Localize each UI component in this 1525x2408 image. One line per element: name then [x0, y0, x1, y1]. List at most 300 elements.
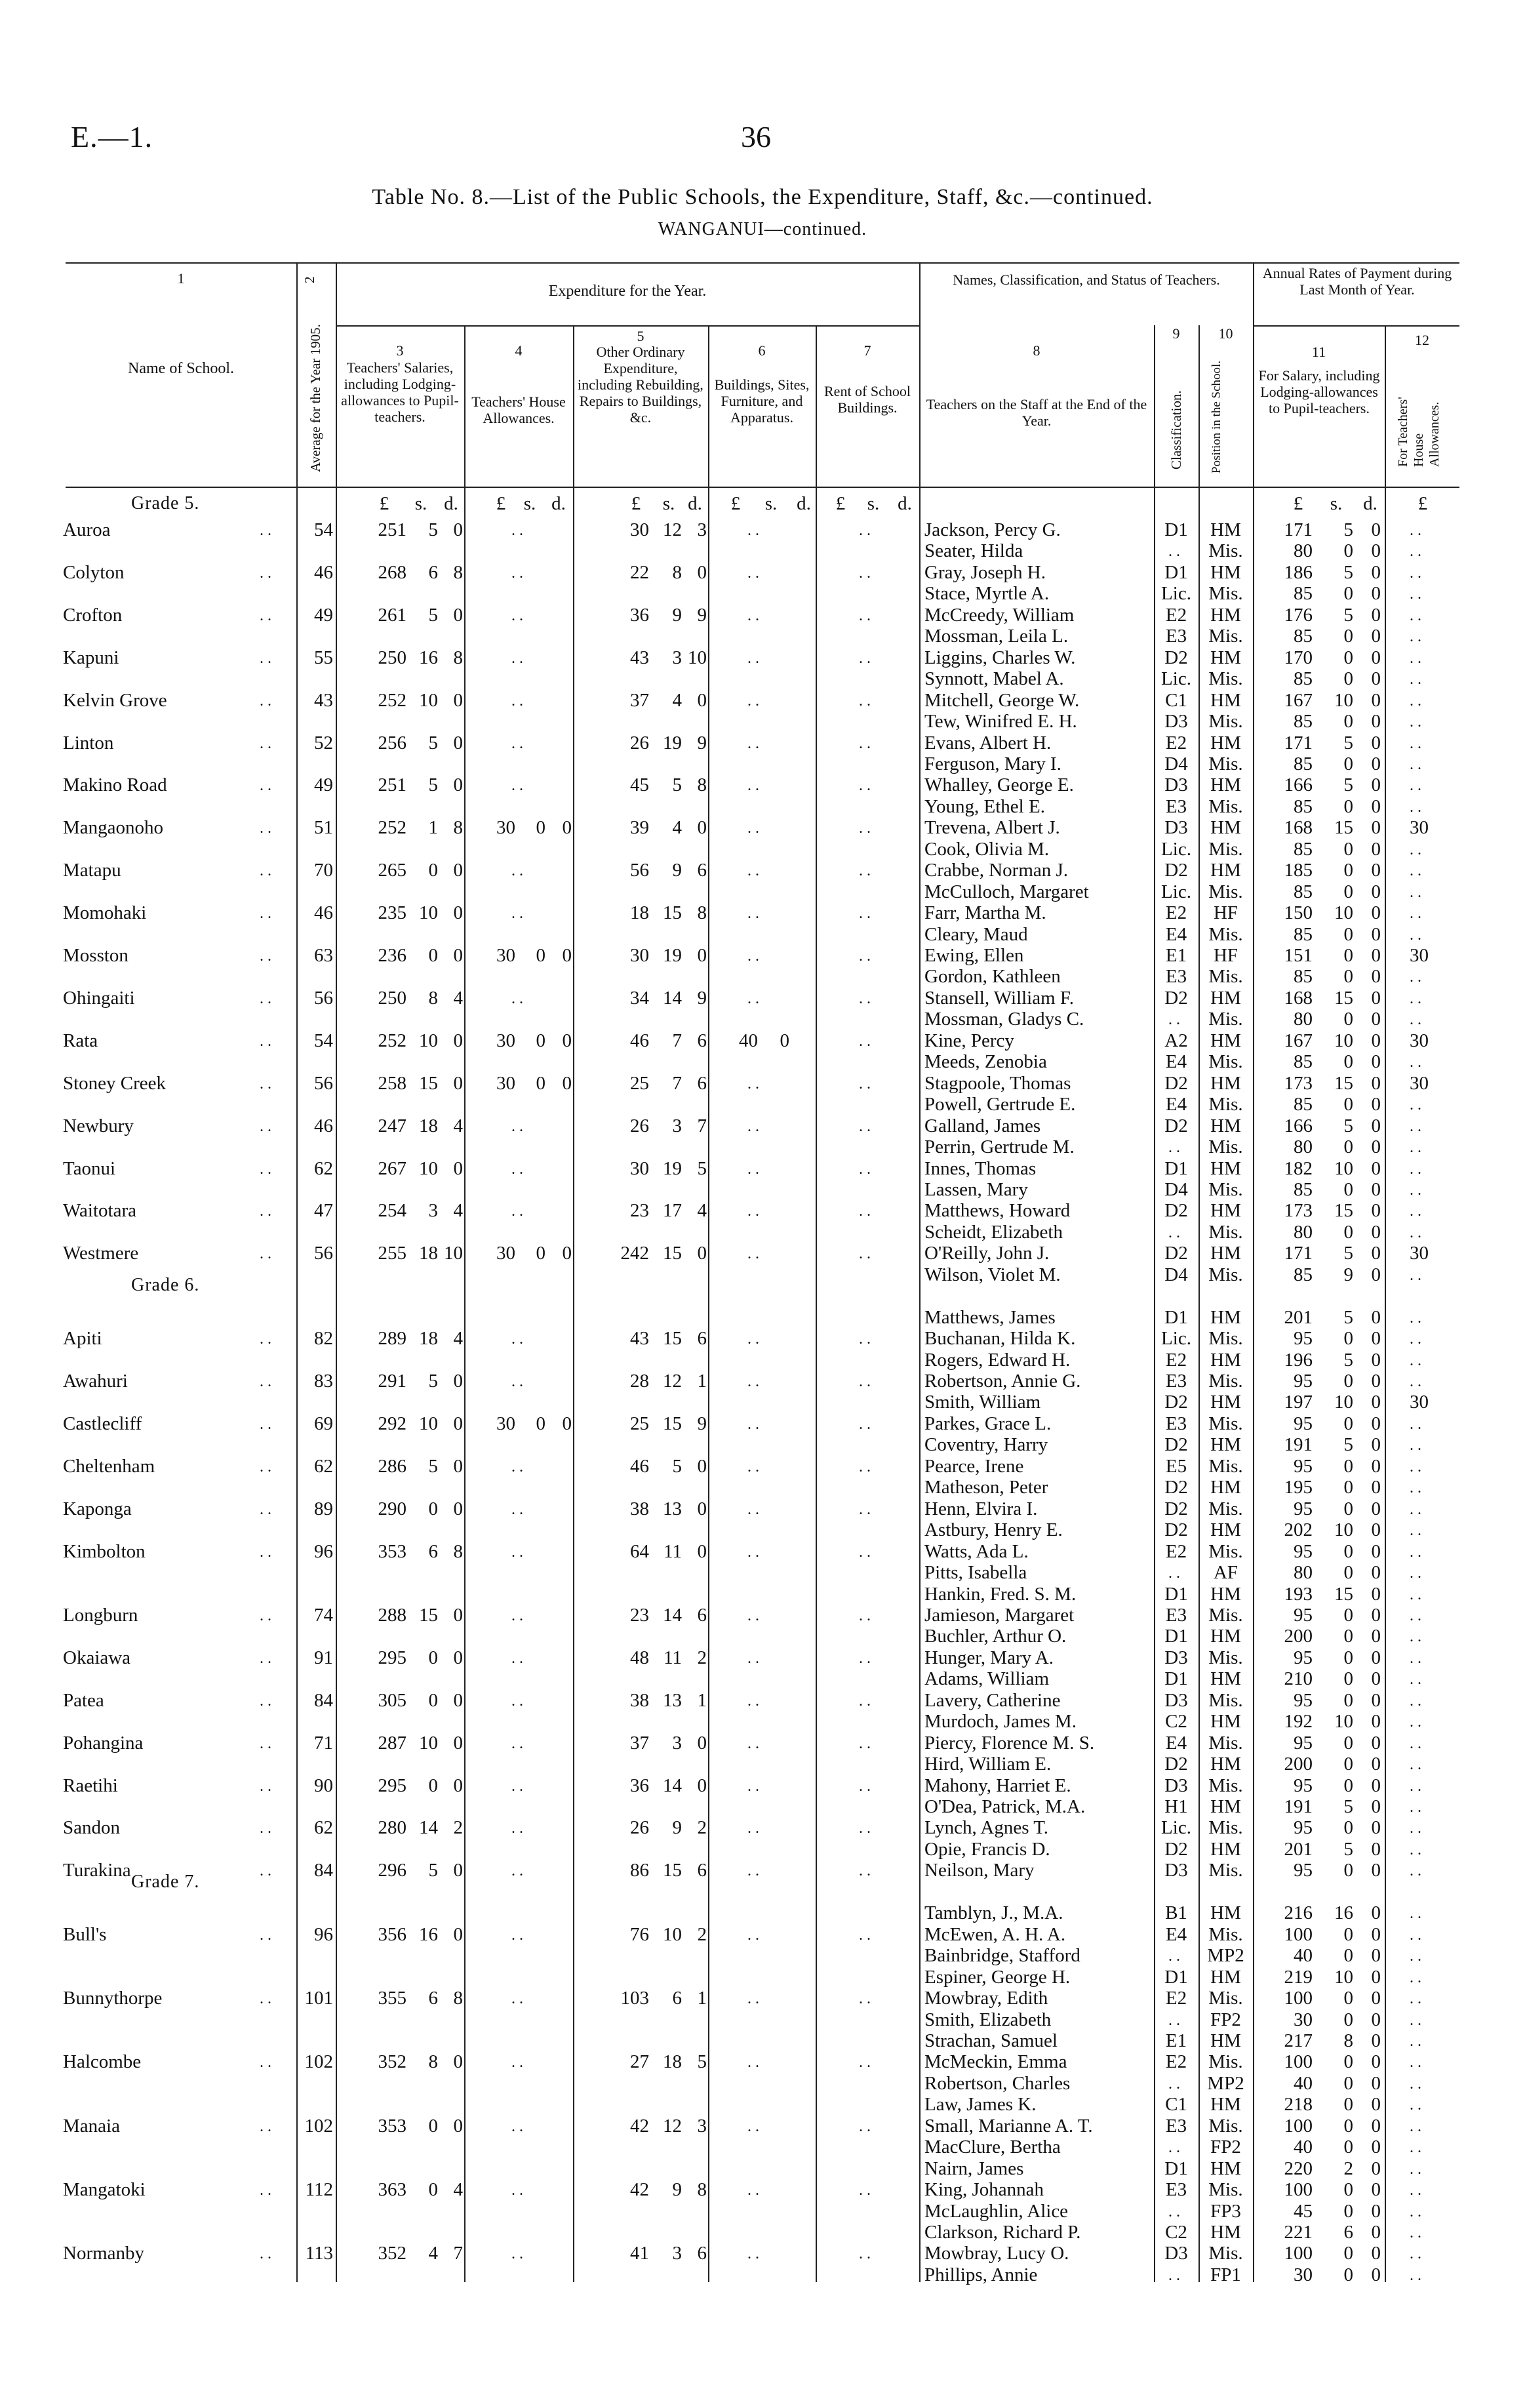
teacher-classification: D3 [1164, 774, 1188, 796]
leader-dots: . . [260, 2117, 271, 2135]
house-allow-shillings: 0 [536, 945, 545, 966]
teacher-position: Mis. [1208, 540, 1243, 562]
salaries-shillings: 10 [419, 902, 438, 924]
salary-pounds: 85 [1294, 1264, 1313, 1285]
teacher-classification: A2 [1164, 1030, 1188, 1051]
teacher-name: Lassen, Mary [924, 1178, 1028, 1200]
leader-dots: . . [859, 1032, 871, 1050]
salary-shillings: 0 [1343, 881, 1353, 902]
teacher-position: Mis. [1208, 711, 1243, 732]
other-exp-pounds: 45 [630, 774, 649, 796]
leader-dots: . . [1410, 1990, 1421, 2008]
teacher-name: Cook, Olivia M. [924, 838, 1050, 860]
teacher-name: Buchanan, Hilda K. [924, 1328, 1076, 1350]
salary-pence: 0 [1371, 1115, 1381, 1136]
school-name: Auroa [63, 519, 111, 540]
salaries-shillings: 0 [428, 1775, 438, 1796]
teacher-position: HM [1210, 2030, 1241, 2051]
leader-dots: . . [1410, 543, 1421, 561]
leader-dots: . . [1410, 628, 1421, 646]
teacher-position: HM [1210, 2094, 1241, 2116]
leader-dots: . . [260, 1203, 271, 1220]
salary-shillings: 5 [1343, 1306, 1353, 1328]
leader-dots: . . [859, 1735, 871, 1752]
salaries-shillings: 18 [419, 1115, 438, 1136]
teacher-classification: D2 [1164, 1072, 1188, 1094]
other-exp-pounds: 25 [630, 1072, 649, 1094]
leader-dots: . . [1410, 2224, 1421, 2241]
salary-shillings: 0 [1343, 1094, 1353, 1115]
salaries-pounds: 236 [378, 945, 406, 966]
salary-shillings: 0 [1343, 1923, 1353, 1945]
salary-pence: 0 [1371, 604, 1381, 626]
teacher-name: O'Dea, Patrick, M.A. [924, 1796, 1086, 1817]
col1-header: Name of School. [128, 360, 234, 377]
salary-pence: 0 [1371, 1136, 1381, 1158]
leader-dots: . . [859, 1820, 871, 1837]
leader-dots: . . [260, 948, 271, 965]
salary-pence: 0 [1371, 1626, 1381, 1647]
col10-number: 10 [1218, 325, 1233, 342]
teacher-name: Synnott, Mabel A. [924, 668, 1064, 690]
teacher-classification: E3 [1165, 1371, 1187, 1392]
leader-dots: . . [260, 607, 271, 624]
salary-pence: 0 [1371, 1945, 1381, 1967]
other-exp-pence: 0 [697, 1732, 707, 1754]
teacher-classification: E3 [1165, 626, 1187, 647]
col9-number: 9 [1172, 325, 1180, 342]
teacher-position: Mis. [1208, 1094, 1243, 1115]
leader-dots: . . [859, 1415, 871, 1433]
teacher-classification: D3 [1164, 817, 1188, 839]
teacher-position: Mis. [1208, 1264, 1243, 1285]
salaries-pence: 4 [453, 1200, 463, 1222]
teacher-name: Jamieson, Margaret [924, 1604, 1075, 1626]
other-exp-shillings: 3 [672, 647, 682, 668]
leader-dots: . . [511, 607, 523, 624]
teacher-position: Mis. [1208, 1923, 1243, 1945]
unit-pence: d. [551, 493, 566, 514]
salary-pounds: 195 [1284, 1477, 1313, 1498]
other-exp-pounds: 38 [630, 1498, 649, 1519]
leader-dots: . . [511, 2245, 523, 2263]
leader-dots: . . [1410, 1181, 1421, 1199]
teacher-classification: Lic. [1161, 668, 1191, 690]
teacher-classification: E2 [1165, 732, 1187, 753]
other-exp-pence: 1 [697, 1689, 707, 1711]
teacher-position: HM [1210, 1796, 1241, 1817]
leader-dots: . . [859, 1203, 871, 1220]
salaries-pence: 0 [453, 604, 463, 626]
col-rule [464, 325, 465, 2282]
other-exp-pounds: 26 [630, 1817, 649, 1839]
salary-pounds: 219 [1284, 1966, 1313, 1988]
salary-pence: 0 [1371, 1051, 1381, 1073]
page-number: 36 [741, 120, 771, 153]
salary-pence: 0 [1371, 1966, 1381, 1988]
salary-shillings: 0 [1343, 647, 1353, 668]
leader-dots: . . [511, 564, 523, 582]
teacher-position: Mis. [1208, 626, 1243, 647]
col4-number: 4 [515, 342, 523, 359]
leader-dots: . . [511, 1990, 523, 2008]
leader-dots: . . [1410, 1628, 1421, 1646]
salaries-pounds: 265 [378, 860, 406, 881]
teacher-position: Mis. [1208, 2115, 1243, 2137]
school-name: Longburn [63, 1604, 138, 1626]
salary-pounds: 95 [1294, 1413, 1313, 1434]
teacher-classification: E3 [1165, 2115, 1187, 2137]
leader-dots: . . [859, 1117, 871, 1135]
salary-pounds: 217 [1284, 2030, 1313, 2051]
col7-number: 7 [863, 342, 871, 359]
salary-shillings: 0 [1343, 583, 1353, 605]
leader-dots: . . [1410, 713, 1421, 731]
leader-dots: . . [511, 1117, 523, 1135]
leader-dots: . . [1410, 649, 1421, 667]
leader-dots: . . [1410, 1011, 1421, 1029]
salary-pence: 0 [1371, 2030, 1381, 2051]
leader-dots: . . [1410, 1117, 1421, 1135]
other-exp-shillings: 19 [663, 732, 682, 753]
salary-shillings: 0 [1343, 1945, 1353, 1967]
salary-pounds: 85 [1294, 668, 1313, 690]
teacher-name: Phillips, Annie [924, 2264, 1038, 2285]
salaries-pounds: 251 [378, 774, 406, 796]
school-name: Turakina [63, 1860, 131, 1881]
teacher-position: FP1 [1210, 2264, 1241, 2285]
salary-pounds: 85 [1294, 838, 1313, 860]
other-exp-shillings: 15 [663, 1413, 682, 1434]
names-group-header: Names, Classification, and Status of Teachers. [953, 271, 1220, 288]
salary-pence: 0 [1371, 1455, 1381, 1477]
leader-dots: . . [1410, 2182, 1421, 2199]
other-exp-pence: 6 [697, 1072, 707, 1094]
salary-shillings: 5 [1343, 1434, 1353, 1456]
leader-dots: . . [1410, 1437, 1421, 1455]
house-allow-pence: 0 [562, 1030, 572, 1051]
col11-number: 11 [1311, 344, 1326, 360]
salaries-shillings: 16 [419, 1923, 438, 1945]
leader-dots: . . [511, 649, 523, 667]
salary-pounds: 168 [1284, 987, 1313, 1009]
other-exp-pence: 9 [697, 987, 707, 1009]
leader-dots: . . [1410, 1756, 1421, 1774]
teacher-classification: E2 [1165, 1988, 1187, 2009]
salary-shillings: 0 [1343, 1455, 1353, 1477]
salary-pence: 0 [1371, 1817, 1381, 1839]
school-name: Sandon [63, 1817, 120, 1839]
salaries-pounds: 295 [378, 1775, 406, 1796]
salary-pounds: 95 [1294, 1732, 1313, 1754]
teacher-classification: D3 [1164, 1775, 1188, 1796]
salaries-pounds: 256 [378, 732, 406, 753]
leader-dots: . . [1410, 1309, 1421, 1327]
col5-header: Other Ordinary Expenditure, including Rebuilding, Repairs to Buildings, &c. [578, 344, 703, 426]
grade-heading: Grade 7. [131, 1872, 200, 1892]
salary-shillings: 9 [1343, 1264, 1353, 1285]
other-exp-pounds: 30 [630, 1157, 649, 1179]
col2-header: Average for the Year 1905. [307, 324, 323, 472]
teacher-position: HM [1210, 1392, 1241, 1413]
salary-pence: 0 [1371, 1371, 1381, 1392]
teacher-name: Scheidt, Elizabeth [924, 1221, 1063, 1243]
teacher-classification: C1 [1165, 2094, 1187, 2116]
salary-pence: 0 [1371, 966, 1381, 988]
salary-shillings: 0 [1343, 2072, 1353, 2094]
salary-pence: 0 [1371, 881, 1381, 902]
salary-pounds: 185 [1284, 860, 1313, 881]
salary-pence: 0 [1371, 923, 1381, 945]
salary-pounds: 176 [1284, 604, 1313, 626]
other-exp-shillings: 8 [672, 561, 682, 583]
salary-pence: 0 [1371, 1604, 1381, 1626]
leader-dots: . . [260, 1777, 271, 1795]
salary-pence: 0 [1371, 626, 1381, 647]
teacher-name: McCreedy, William [924, 604, 1075, 626]
leader-dots: . . [859, 862, 871, 880]
teacher-classification: D3 [1164, 2243, 1188, 2264]
salary-pounds: 100 [1284, 2115, 1313, 2137]
salaries-pounds: 247 [378, 1115, 406, 1136]
teacher-classification: E4 [1165, 1094, 1187, 1115]
leader-dots: . . [511, 1203, 523, 1220]
teacher-name: Parkes, Grace L. [924, 1413, 1052, 1434]
salaries-pounds: 251 [378, 519, 406, 540]
leader-dots: . . [1410, 862, 1421, 880]
salary-pence: 0 [1371, 945, 1381, 966]
col1-number: 1 [177, 270, 185, 287]
salary-pence: 0 [1371, 1434, 1381, 1456]
teacher-classification: D4 [1164, 1178, 1188, 1200]
salary-pounds: 40 [1294, 1945, 1313, 1967]
teacher-classification: E1 [1165, 945, 1187, 966]
school-name: Newbury [63, 1115, 134, 1136]
other-exp-shillings: 18 [663, 2051, 682, 2073]
salary-pounds: 80 [1294, 540, 1313, 562]
other-exp-pence: 6 [697, 1030, 707, 1051]
other-exp-shillings: 12 [663, 519, 682, 540]
col-rule [816, 325, 817, 2282]
leader-dots: . . [260, 1543, 271, 1561]
salary-pence: 0 [1371, 1009, 1381, 1030]
leader-dots: . . [511, 777, 523, 795]
house-allow-pounds: 30 [496, 1243, 515, 1264]
house-allow-pounds: 30 [496, 1072, 515, 1094]
school-name: Okaiawa [63, 1647, 131, 1668]
salaries-shillings: 5 [428, 732, 438, 753]
salary-pence: 0 [1371, 1796, 1381, 1817]
teacher-position: HM [1210, 2157, 1241, 2179]
salaries-shillings: 5 [428, 774, 438, 796]
other-exp-pounds: 26 [630, 1115, 649, 1136]
salary-pence: 0 [1371, 647, 1381, 668]
salaries-shillings: 5 [428, 1860, 438, 1881]
teacher-name: Smith, Elizabeth [924, 2009, 1052, 2030]
teacher-name: Farr, Martha M. [924, 902, 1046, 924]
salaries-shillings: 15 [419, 1604, 438, 1626]
teacher-position: Mis. [1208, 1604, 1243, 1626]
average-attendance: 62 [314, 1455, 333, 1477]
leader-dots: . . [1410, 1649, 1421, 1667]
other-exp-shillings: 7 [672, 1030, 682, 1051]
leader-dots: . . [1410, 1522, 1421, 1540]
leader-dots: . . [1168, 2139, 1180, 2157]
leader-dots: . . [260, 1862, 271, 1880]
house-allowance: 30 [1410, 945, 1429, 966]
leader-dots: . . [1410, 671, 1421, 689]
leader-dots: . . [1410, 1607, 1421, 1624]
house-allowance: 30 [1410, 1072, 1429, 1094]
teacher-name: Stace, Myrtle A. [924, 583, 1050, 605]
salary-shillings: 0 [1343, 1051, 1353, 1073]
other-exp-pounds: 36 [630, 1775, 649, 1796]
col9-header: Classification. [1168, 390, 1184, 470]
school-name: Pohangina [63, 1732, 144, 1754]
salary-pence: 0 [1371, 1540, 1381, 1562]
house-allow-shillings: 0 [536, 1413, 545, 1434]
salary-pence: 0 [1371, 795, 1381, 817]
teacher-name: MacClure, Bertha [924, 2137, 1061, 2158]
house-allow-shillings: 0 [536, 1072, 545, 1094]
salary-pence: 0 [1371, 668, 1381, 690]
salaries-pounds: 288 [378, 1604, 406, 1626]
unit-pence: d. [797, 493, 811, 514]
other-exp-pounds: 42 [630, 2179, 649, 2201]
leader-dots: . . [1410, 798, 1421, 816]
leader-dots: . . [859, 692, 871, 710]
teacher-name: Matthews, Howard [924, 1200, 1071, 1222]
salary-shillings: 0 [1343, 1009, 1353, 1030]
unit-pence: d. [1363, 493, 1377, 514]
salary-pounds: 85 [1294, 626, 1313, 647]
salary-pounds: 95 [1294, 1647, 1313, 1668]
leader-dots: . . [260, 1032, 271, 1050]
leader-dots: . . [859, 777, 871, 795]
leader-dots: . . [1168, 1011, 1180, 1029]
other-exp-pounds: 46 [630, 1455, 649, 1477]
teacher-position: HM [1210, 1754, 1241, 1775]
salary-pounds: 200 [1284, 1754, 1313, 1775]
leader-dots: . . [1410, 1373, 1421, 1390]
other-exp-shillings: 14 [663, 1604, 682, 1626]
salaries-shillings: 0 [428, 945, 438, 966]
leader-dots: . . [859, 649, 871, 667]
average-attendance: 51 [314, 817, 333, 839]
salary-pounds: 100 [1284, 2051, 1313, 2073]
salary-pence: 0 [1371, 711, 1381, 732]
teacher-classification: D2 [1164, 860, 1188, 881]
salary-pence: 0 [1371, 1072, 1381, 1094]
salaries-pounds: 291 [378, 1371, 406, 1392]
salaries-pounds: 353 [378, 2115, 406, 2137]
salaries-pounds: 290 [378, 1498, 406, 1519]
leader-dots: . . [1410, 1862, 1421, 1880]
other-exp-shillings: 13 [663, 1498, 682, 1519]
leader-dots: . . [260, 1117, 271, 1135]
salary-pounds: 45 [1294, 2200, 1313, 2222]
leader-dots: . . [1410, 777, 1421, 795]
other-exp-pounds: 39 [630, 817, 649, 839]
school-name: Stoney Creek [63, 1072, 167, 1094]
salaries-pence: 0 [453, 1923, 463, 1945]
leader-dots: . . [859, 1543, 871, 1561]
teacher-position: Mis. [1208, 1988, 1243, 2009]
teacher-name: Stagpoole, Thomas [924, 1072, 1071, 1094]
teacher-classification: D3 [1164, 711, 1188, 732]
school-name: Waitotara [63, 1200, 136, 1222]
salary-shillings: 5 [1343, 1115, 1353, 1136]
leader-dots: . . [859, 1692, 871, 1710]
teacher-position: MP2 [1207, 2072, 1244, 2094]
other-exp-pounds: 242 [620, 1243, 649, 1264]
table-title: Table No. 8.—List of the Public Schools, the Expenditure, Staff, &c.—continued. [372, 185, 1153, 209]
teacher-classification: D1 [1164, 1583, 1188, 1605]
leader-dots: . . [859, 1160, 871, 1178]
teacher-classification: E4 [1165, 923, 1187, 945]
rates-group-header: Annual Rates of Payment during Last Month of Year. [1262, 265, 1452, 298]
salary-shillings: 0 [1343, 1221, 1353, 1243]
leader-dots: . . [747, 1862, 759, 1880]
salaries-shillings: 3 [428, 1200, 438, 1222]
salaries-pounds: 250 [378, 647, 406, 668]
salary-shillings: 15 [1334, 987, 1353, 1009]
teacher-position: HM [1210, 860, 1241, 881]
unit-shilling: s. [867, 493, 880, 514]
leader-dots: . . [511, 1331, 523, 1348]
teacher-name: Hunger, Mary A. [924, 1647, 1054, 1668]
table-top-rule [66, 262, 1459, 264]
salary-shillings: 0 [1343, 668, 1353, 690]
leader-dots: . . [859, 607, 871, 624]
teacher-name: O'Reilly, John J. [924, 1243, 1050, 1264]
salary-shillings: 0 [1343, 1775, 1353, 1796]
leader-dots: . . [859, 1458, 871, 1475]
grade-heading: Grade 5. [131, 493, 200, 513]
salary-pence: 0 [1371, 2264, 1381, 2285]
teacher-position: Mis. [1208, 1732, 1243, 1754]
leader-dots: . . [1410, 2011, 1421, 2029]
salaries-pence: 4 [453, 1328, 463, 1350]
teacher-classification: D2 [1164, 1200, 1188, 1222]
leader-dots: . . [747, 1160, 759, 1178]
salaries-pence: 0 [453, 2051, 463, 2073]
salary-pounds: 201 [1284, 1838, 1313, 1860]
salaries-pence: 0 [453, 902, 463, 924]
house-allow-pence: 0 [562, 1413, 572, 1434]
teacher-name: Piercy, Florence M. S. [924, 1732, 1095, 1754]
leader-dots: . . [859, 820, 871, 837]
school-name: Makino Road [63, 774, 167, 796]
teacher-position: Mis. [1208, 923, 1243, 945]
salary-shillings: 0 [1343, 1689, 1353, 1711]
salaries-pence: 8 [453, 561, 463, 583]
col-rule [708, 325, 709, 2282]
teacher-name: Wilson, Violet M. [924, 1264, 1061, 1285]
leader-dots: . . [511, 1543, 523, 1561]
teacher-classification: E3 [1165, 795, 1187, 817]
leader-dots: . . [511, 692, 523, 710]
teacher-name: Mitchell, George W. [924, 689, 1080, 711]
teacher-position: Mis. [1208, 966, 1243, 988]
other-exp-shillings: 9 [672, 1817, 682, 1839]
salaries-shillings: 8 [428, 2051, 438, 2073]
salary-shillings: 10 [1334, 1392, 1353, 1413]
leader-dots: . . [859, 1926, 871, 1944]
leader-dots: . . [1410, 1203, 1421, 1220]
salaries-pounds: 296 [378, 1860, 406, 1881]
average-attendance: 84 [314, 1860, 333, 1881]
